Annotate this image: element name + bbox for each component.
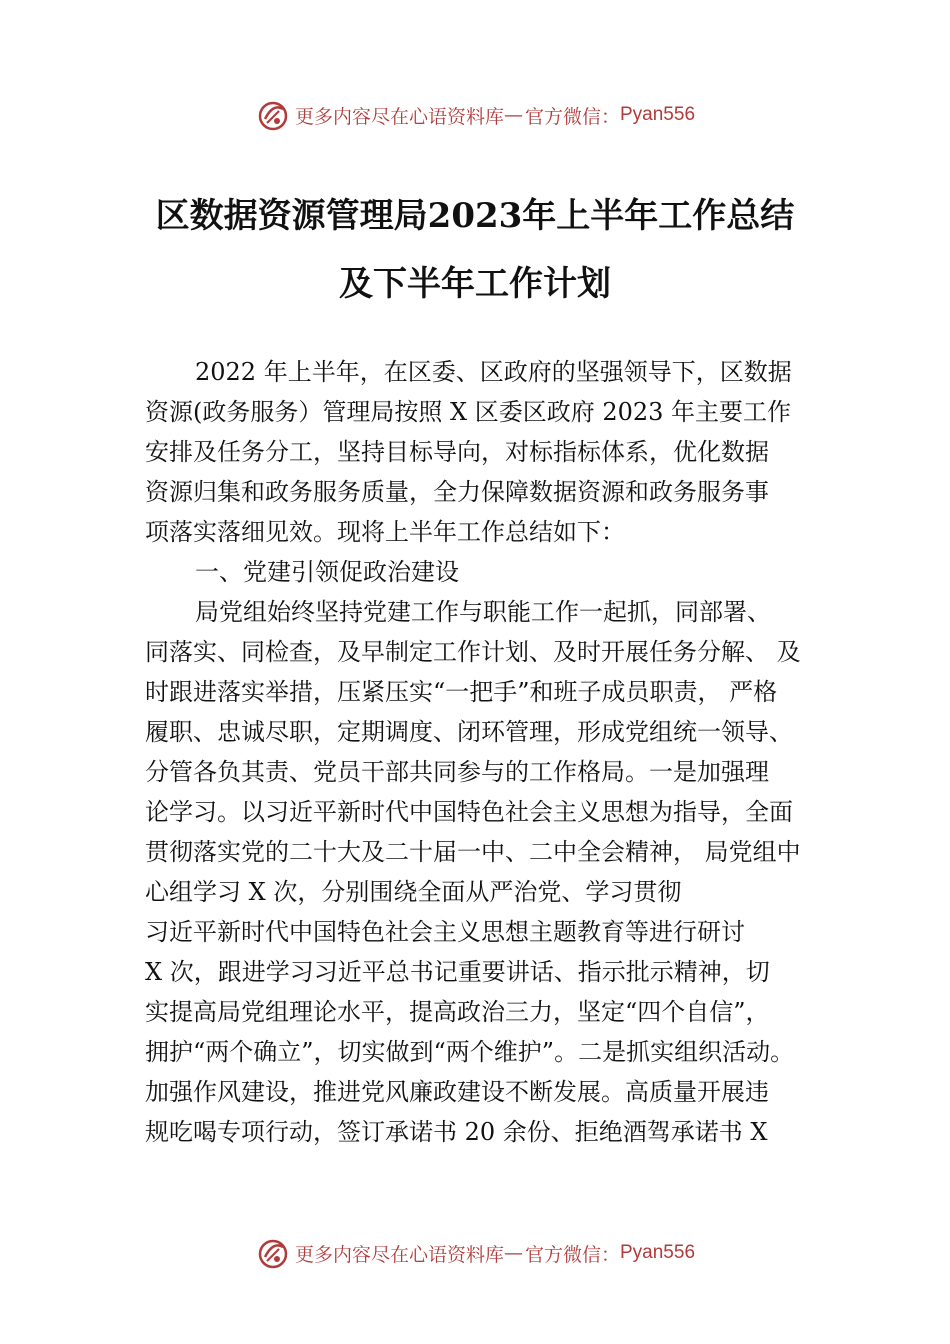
body-line: 分管各负其责、党员干部共同参与的工作格局。一是加强理 — [145, 758, 769, 786]
seal-logo-icon — [255, 1235, 291, 1271]
watermark-handle: Pyan556 — [620, 1242, 696, 1263]
document-title-line-1: 区数据资源管理局2023年上半年工作总结 — [155, 196, 795, 236]
watermark-text: 更多内容尽在心语资料库 — [294, 105, 504, 128]
body-line: 局党组始终坚持党建工作与职能工作一起抓，同部署、 — [195, 598, 771, 626]
body-line: 贯彻落实党的二十大及二十届一中、二中全会精神， 局党组中 — [145, 838, 801, 866]
body-line: 履职、忠诚尽职，定期调度、闭环管理，形成党组统一领导、 — [145, 718, 793, 746]
watermark-wechat-label: 官方微信： — [524, 1243, 620, 1266]
body-line: X 次，跟进学习习近平总书记重要讲话、指示批示精神，切 — [145, 958, 770, 986]
body-line: 加强作风建设，推进党风廉政建设不断发展。高质量开展违 — [145, 1078, 769, 1106]
document-title-line-2: 及下半年工作计划 — [339, 264, 611, 304]
document-body — [145, 352, 825, 1152]
watermark-banner-top — [0, 95, 950, 135]
watermark-separator: — — [503, 1242, 525, 1264]
watermark-separator: — — [503, 104, 525, 126]
body-line: 习近平新时代中国特色社会主义思想主题教育等进行研讨 — [145, 918, 745, 946]
body-line: 心组学习 X 次，分别围绕全面从严治党、学习贯彻 — [145, 878, 682, 906]
body-line: 同落实、同检查，及早制定工作计划、及时开展任务分解、 及 — [145, 638, 801, 666]
body-line: 论学习。以习近平新时代中国特色社会主义思想为指导，全面 — [145, 798, 793, 826]
watermark-wechat-label: 官方微信： — [524, 105, 620, 128]
body-line: 规吃喝专项行动，签订承诺书 20 余份、拒绝酒驾承诺书 X — [145, 1118, 768, 1146]
body-line: 实提高局党组理论水平，提高政治三力，坚定“四个自信”， — [145, 998, 770, 1026]
body-line: 资源归集和政务服务质量，全力保障数据资源和政务服务事 — [145, 478, 769, 506]
watermark-handle: Pyan556 — [620, 104, 696, 125]
seal-logo-icon — [255, 97, 291, 133]
body-line: 2022 年上半年，在区委、区政府的坚强领导下，区数据 — [195, 358, 792, 386]
watermark-banner-bottom — [0, 1233, 950, 1273]
body-line: 项落实落细见效。现将上半年工作总结如下： — [145, 518, 625, 546]
body-line: 安排及任务分工，坚持目标导向，对标指标体系，优化数据 — [145, 438, 769, 466]
body-line: 资源(政务服务）管理局按照 X 区委区政府 2023 年主要工作 — [145, 398, 792, 426]
body-line: 拥护“两个确立”，切实做到“两个维护”。二是抓实组织活动。 — [145, 1038, 795, 1066]
section-heading: 一、党建引领促政治建设 — [195, 558, 459, 586]
watermark-text: 更多内容尽在心语资料库 — [294, 1243, 504, 1266]
body-line: 时跟进落实举措，压紧压实“一把手”和班子成员职责， 严格 — [145, 678, 778, 706]
